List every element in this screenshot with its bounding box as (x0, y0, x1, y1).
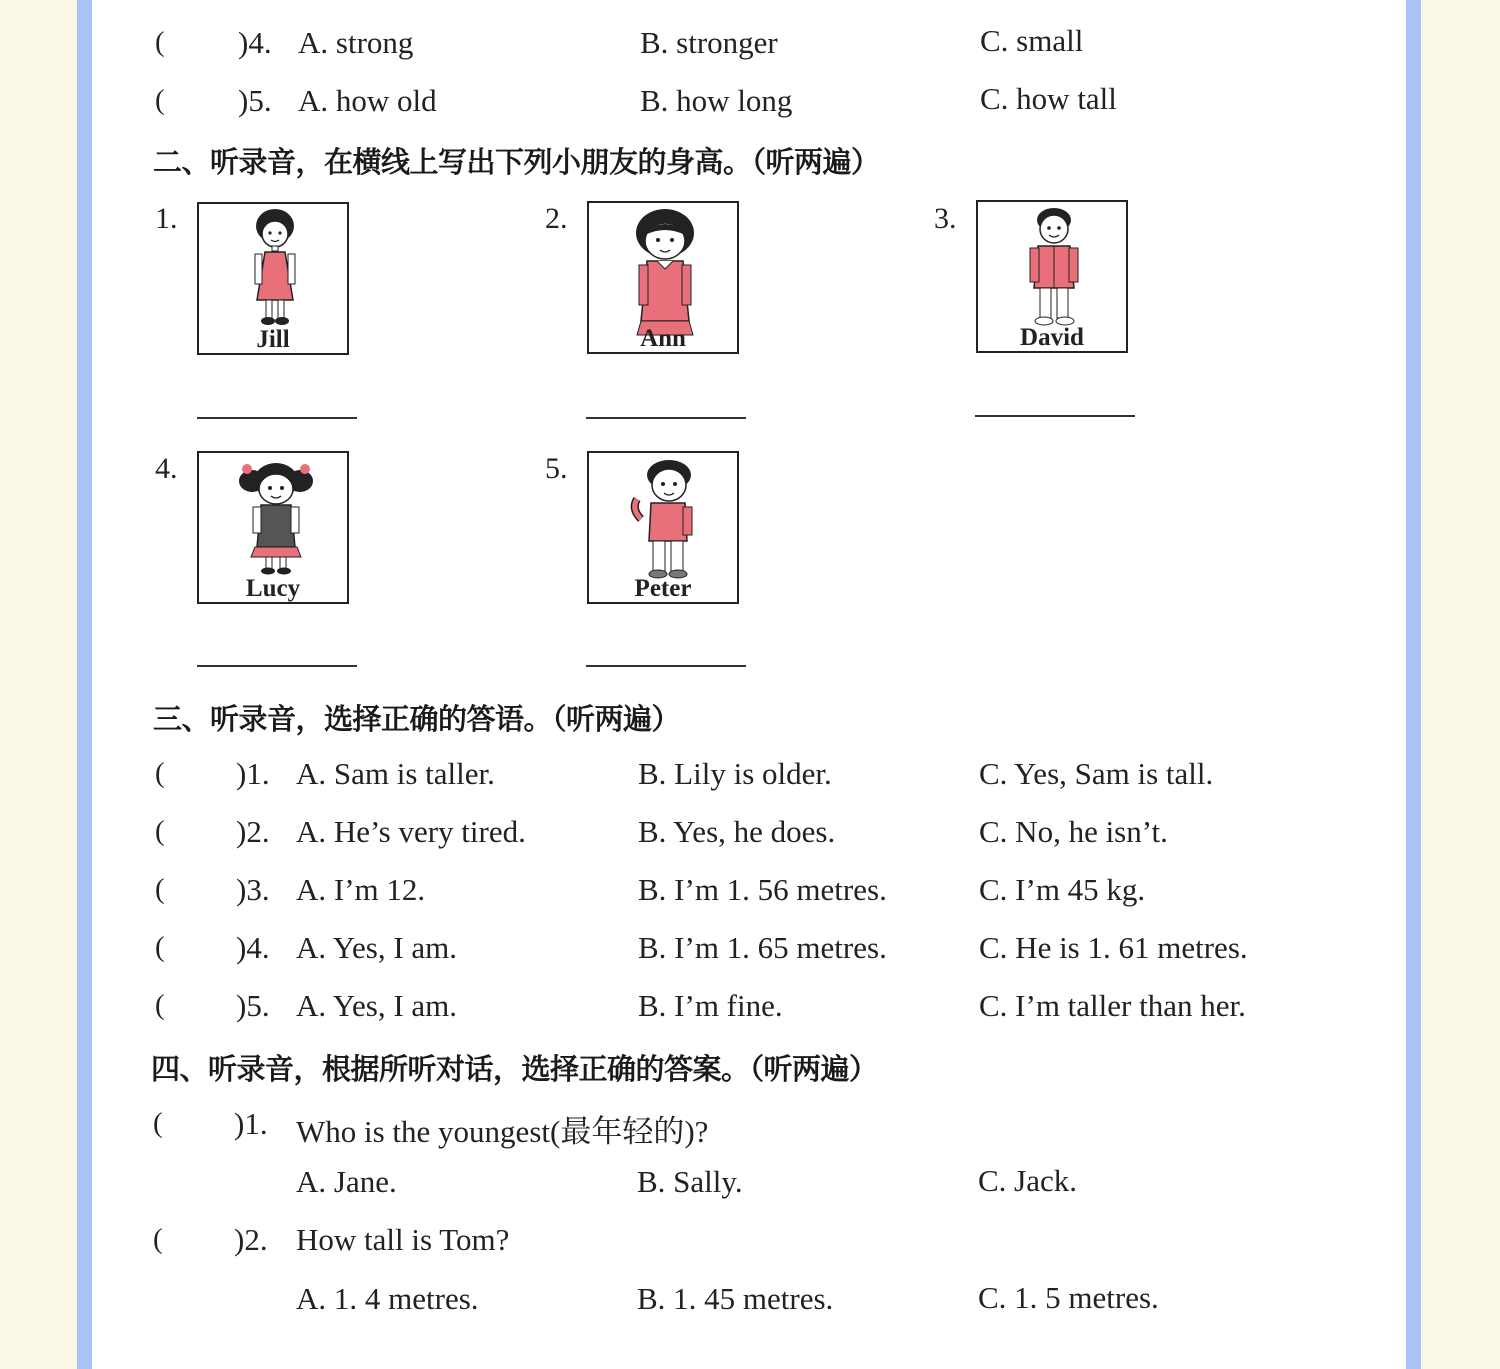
kid-name: Jill (256, 326, 290, 353)
option-b: B. stronger (640, 25, 778, 60)
option-b: B. I’m 1. 56 metres. (638, 872, 887, 907)
height-answer-line[interactable] (586, 417, 746, 419)
question-number: )1. (234, 1106, 268, 1141)
section-3-title: 三、听录音，选择正确的答语。（听两遍） (153, 702, 681, 736)
answer-paren: ( (155, 989, 165, 1021)
option-c: C. how tall (980, 81, 1117, 116)
option-a: A. I’m 12. (296, 872, 426, 907)
option-a: A. He’s very tired. (296, 814, 526, 849)
answer-paren: ( (155, 84, 165, 116)
option-c: C. Jack. (978, 1163, 1078, 1198)
kid-name: Lucy (245, 575, 301, 602)
option-b: B. I’m fine. (638, 988, 783, 1023)
item-number: 5. (545, 452, 568, 485)
option-b: B. how long (640, 83, 793, 118)
option-a: A. Jane. (296, 1164, 397, 1199)
question-number: )4. (238, 25, 272, 60)
item-number: 2. (545, 202, 568, 235)
option-a: A. Yes, I am. (296, 988, 458, 1023)
option-a: A. strong (298, 25, 414, 60)
item-number: 3. (934, 202, 957, 235)
answer-paren: ( (153, 1223, 163, 1255)
option-b: B. Yes, he does. (638, 814, 836, 849)
height-answer-line[interactable] (197, 417, 357, 419)
kid-picture-david (976, 200, 1128, 353)
option-b: B. I’m 1. 65 metres. (638, 930, 887, 965)
question-number: )3. (236, 872, 270, 907)
option-c: C. No, he isn’t. (979, 814, 1168, 849)
answer-paren: ( (155, 815, 165, 847)
kid-picture-peter (587, 451, 739, 604)
answer-paren: ( (155, 26, 165, 58)
option-a: A. Sam is taller. (296, 756, 495, 791)
section-4-title: 四、听录音，根据所听对话，选择正确的答案。（听两遍） (151, 1052, 878, 1086)
height-answer-line[interactable] (975, 415, 1135, 417)
kid-picture-lucy (197, 451, 349, 604)
option-c: C. I’m 45 kg. (979, 872, 1146, 907)
answer-paren: ( (155, 873, 165, 905)
question-number: )5. (236, 988, 270, 1023)
option-b: B. 1. 45 metres. (637, 1281, 834, 1316)
answer-paren: ( (155, 757, 165, 789)
kid-picture-ann (587, 201, 739, 354)
question-number: )2. (236, 814, 270, 849)
option-b: B. Lily is older. (638, 756, 832, 791)
height-answer-line[interactable] (197, 665, 357, 667)
option-c: C. He is 1. 61 metres. (979, 930, 1248, 965)
section-2-title: 二、听录音，在横线上写出下列小朋友的身高。（听两遍） (153, 145, 880, 179)
question-text: Who is the youngest(最年轻的)? (296, 1114, 709, 1149)
kid-name: Peter (634, 575, 692, 602)
question-number: )1. (236, 756, 270, 791)
item-number: 4. (155, 452, 178, 485)
option-c: C. Yes, Sam is tall. (979, 756, 1214, 791)
answer-paren: ( (155, 931, 165, 963)
kid-name: David (1020, 324, 1084, 351)
question-number: )5. (238, 83, 272, 118)
option-c: C. I’m taller than her. (979, 988, 1246, 1023)
question-number: )2. (234, 1222, 268, 1257)
answer-paren: ( (153, 1107, 163, 1139)
option-a: A. how old (298, 83, 437, 118)
option-a: A. Yes, I am. (296, 930, 458, 965)
question-text: How tall is Tom? (296, 1222, 510, 1257)
option-b: B. Sally. (637, 1164, 743, 1199)
height-answer-line[interactable] (586, 665, 746, 667)
item-number: 1. (155, 202, 178, 235)
option-a: A. 1. 4 metres. (296, 1281, 479, 1316)
option-c: C. 1. 5 metres. (978, 1280, 1159, 1315)
question-number: )4. (236, 930, 270, 965)
option-c: C. small (980, 23, 1084, 58)
kid-name: Ann (640, 325, 686, 352)
kid-picture-jill (197, 202, 349, 355)
